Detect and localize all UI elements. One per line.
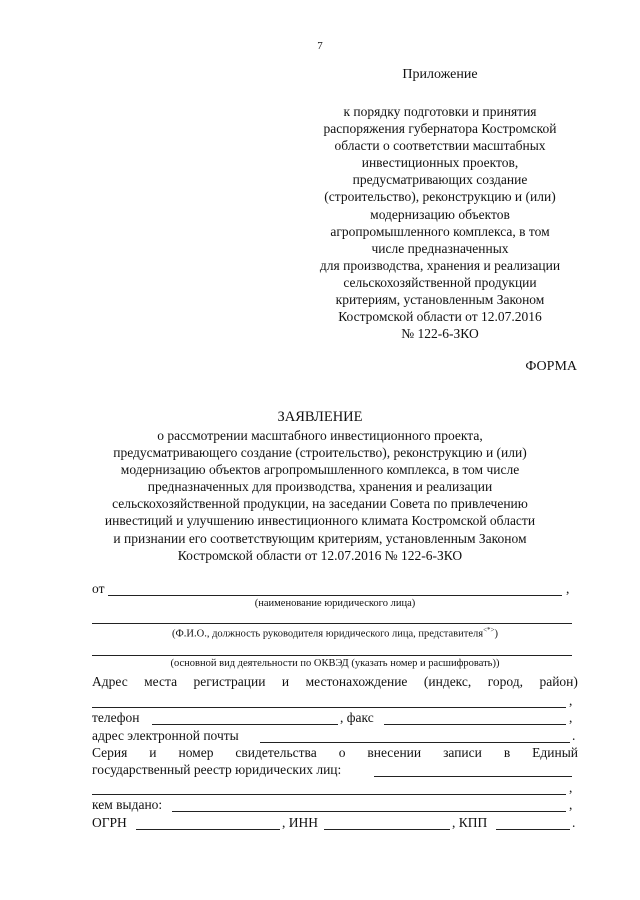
fax-label: , факс <box>340 710 374 725</box>
word: и <box>281 674 290 689</box>
period: . <box>572 815 576 830</box>
email-row <box>92 728 578 746</box>
ids-row <box>92 815 578 833</box>
appendix-line: области о соответствии масштабных <box>334 138 546 154</box>
word: номер <box>178 745 214 760</box>
phone-label: телефон <box>92 710 140 725</box>
kpp-field[interactable] <box>496 829 570 830</box>
comma: , <box>569 710 573 725</box>
form-label: ФОРМА <box>525 359 577 374</box>
email-field[interactable] <box>260 742 570 743</box>
word: и <box>149 745 157 760</box>
word: свидетельства <box>235 745 317 760</box>
registry-certificate-field[interactable] <box>374 776 572 777</box>
appendix-line: критериям, установленным Законом <box>335 292 545 308</box>
word: внесении <box>367 745 422 760</box>
statement-line: предназначенных для производства, хранения и реализации <box>147 479 493 495</box>
appendix-title: Приложение <box>402 67 478 82</box>
appendix-line: № 122-6-ЗКО <box>401 326 479 342</box>
page-number: 7 <box>317 40 323 52</box>
inn-field[interactable] <box>324 829 450 830</box>
word: район) <box>539 674 578 689</box>
appendix-line: для производства, хранения и реализации <box>319 257 561 273</box>
appendix-text <box>295 103 585 342</box>
word: регистрации <box>193 674 266 689</box>
email-label: адрес электронной почты <box>92 728 239 743</box>
word: Серия <box>92 745 128 760</box>
kpp-label: , КПП <box>452 815 488 830</box>
fax-field[interactable] <box>384 724 566 725</box>
statement-line: инвестиций и улучшению инвестиционного климата Костромской области <box>104 513 536 529</box>
head-row <box>92 609 578 627</box>
phone-field[interactable] <box>152 724 338 725</box>
appendix-line: распоряжения губернатора Костромской <box>323 121 557 137</box>
from-row <box>92 581 578 599</box>
from-label: от <box>92 581 105 596</box>
statement-line: предусматривающего создание (строительство), реконструкцию и (или) <box>113 445 527 461</box>
registry-label <box>92 745 578 761</box>
appendix-line: к порядку подготовки и принятия <box>343 104 537 119</box>
appendix-line: числе предназначенных <box>371 240 509 256</box>
word: о <box>338 745 346 760</box>
okved-field[interactable] <box>92 655 572 656</box>
okved-row <box>92 641 578 659</box>
comma: , <box>569 797 573 812</box>
ogrn-field[interactable] <box>136 829 280 830</box>
issued-by-row <box>92 797 578 815</box>
appendix-line: инвестиционных проектов, <box>361 155 519 171</box>
word: в <box>503 745 511 760</box>
issued-by-label: кем выдано: <box>92 797 163 812</box>
head-name-field[interactable] <box>92 623 572 624</box>
head-caption <box>92 626 578 640</box>
statement-title: ЗАЯВЛЕНИЕ <box>277 409 363 425</box>
legal-entity-name-field[interactable] <box>108 595 562 596</box>
registry-row-2 <box>92 780 578 798</box>
head-caption-text: (Ф.И.О., должность руководителя юридического лица, представителя <box>172 628 484 640</box>
statement-line: модернизацию объектов агропромышленного комплекса, в том числе <box>120 462 520 478</box>
word: город, <box>487 674 524 689</box>
issued-by-field[interactable] <box>172 811 566 812</box>
appendix-line: предусматривающих создание <box>352 172 528 188</box>
appendix-line: (строительство), реконструкцию и (или) <box>324 189 556 205</box>
word: записи <box>443 745 482 760</box>
period: . <box>572 728 576 743</box>
head-caption-end: ) <box>494 628 498 640</box>
address-field[interactable] <box>92 707 566 708</box>
appendix-line: Костромской области от 12.07.2016 <box>338 309 542 325</box>
footnote-mark: <*> <box>483 626 495 634</box>
word: места <box>144 674 178 689</box>
ogrn-label: ОГРН <box>92 815 127 830</box>
statement-line: сельскохозяйственной продукции, на заседании Совета по привлечению <box>112 496 528 512</box>
address-label <box>92 674 578 690</box>
legal-entity-caption: (наименование юридического лица) <box>254 598 416 609</box>
registry-label-line2: государственный реестр юридических лиц: <box>92 762 342 777</box>
inn-label: , ИНН <box>282 815 318 830</box>
word: местонахождение <box>305 674 408 689</box>
appendix-line: агропромышленного комплекса, в том <box>330 223 550 239</box>
statement-text <box>0 427 640 564</box>
registry-certificate-field-2[interactable] <box>92 794 566 795</box>
statement-line: Костромской области от 12.07.2016 № 122-6-ЗКО <box>177 547 463 563</box>
statement-line: о рассмотрении масштабного инвестиционного проекта, <box>157 428 483 443</box>
address-row <box>92 693 578 711</box>
comma: , <box>569 780 573 795</box>
word: (индекс, <box>423 674 472 689</box>
comma: , <box>566 581 570 596</box>
appendix-line: модернизацию объектов <box>370 206 510 222</box>
comma: , <box>569 693 573 708</box>
appendix-line: сельскохозяйственной продукции <box>343 274 537 290</box>
okved-caption: (основной вид деятельности по ОКВЭД (указать номер и расшифровать)) <box>170 658 500 669</box>
statement-line: и признании его соответствующим критериям, установленным Законом <box>113 530 527 546</box>
phone-fax-row <box>92 710 578 728</box>
word: Единый <box>532 745 578 760</box>
word: Адрес <box>92 674 128 689</box>
registry-row <box>92 762 578 780</box>
